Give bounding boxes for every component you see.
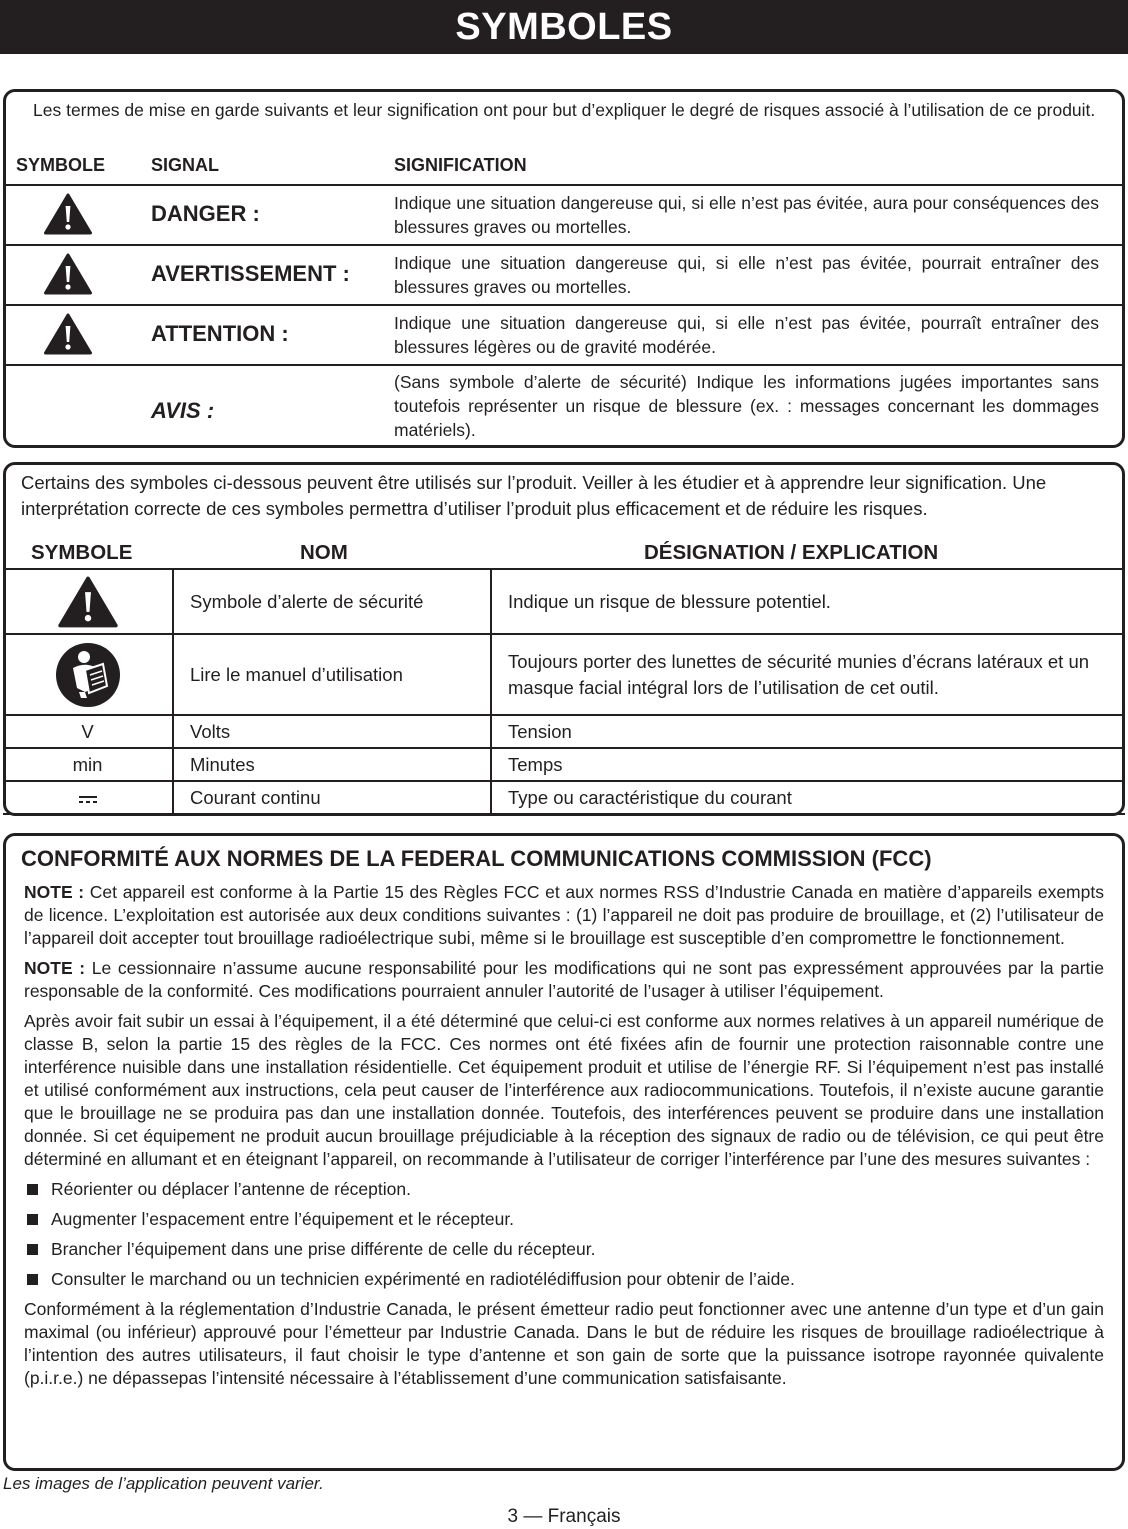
table-row — [3, 748, 1125, 781]
signal-row-danger — [6, 184, 1122, 244]
signal-meaning: (Sans symbole d’alerte de sécurité) Indique les informations jugées importantes sans toutefois représenter un risque de blessure (ex. : messages concernant les dommages matériels). — [394, 372, 1099, 440]
fcc-body — [24, 881, 1104, 1392]
signal-meaning: Indique une situation dangereuse qui, si elle n’est pas évitée, pourraît entraîner des blessures légères ou de gravité modérée. — [394, 313, 1099, 357]
name-cell: Lire le manuel d’utilisation — [173, 634, 491, 715]
fcc-note-1 — [24, 881, 1104, 950]
name-cell: Volts — [173, 715, 491, 748]
symbol-cell — [3, 781, 173, 814]
table-row — [3, 569, 1125, 634]
direct-current-icon — [78, 795, 98, 805]
signal-meaning: Indique une situation dangereuse qui, si elle n’est pas évitée, aura pour conséquences des blessures graves ou mortelles. — [394, 193, 1099, 237]
signal-label: AVIS : — [151, 398, 215, 423]
page-number: 3 — Français — [507, 1506, 621, 1527]
signal-meaning: Indique une situation dangereuse qui, si elle n’est pas évitée, pourrait entraîner des blessures graves ou mortelles. — [394, 253, 1099, 297]
fcc-closing: Conformément à la réglementation d’Industrie Canada, le présent émetteur radio peut fonctionner avec une antenne d’un type et d’un gain maximal (ou inférieur) approuvé pour l’émetteur par Industrie Canada. Dans le but de réduire les risques de brouillage radioélectrique à l’intention des autres utilisateurs, il faut choisir le type d’antenne et son gain de sorte que la puissance isotrope rayonnée quivalente (p.i.r.e.) ne dépassepas l’intensité nécessaire à l’établissement d’une communication satisfaisante. — [24, 1299, 1104, 1388]
designation-cell: Temps — [491, 748, 1125, 781]
list-item: Brancher l’équipement dans une prise différente de celle du récepteur. — [24, 1238, 1104, 1261]
designation-cell: Tension — [491, 715, 1125, 748]
list-item: Réorienter ou déplacer l’antenne de réception. — [24, 1178, 1104, 1201]
col-header-designation: DÉSIGNATION / EXPLICATION — [644, 541, 939, 564]
col-header-symbole: SYMBOLE — [16, 155, 106, 175]
signal-row-attention — [6, 304, 1122, 364]
warning-triangle-icon — [44, 313, 92, 355]
page-title: SYMBOLES — [0, 0, 1128, 54]
table-row — [3, 715, 1125, 748]
col-header-symbole: SYMBOLE — [31, 541, 133, 564]
name-cell: Minutes — [173, 748, 491, 781]
note-text: Le cessionnaire n’assume aucune responsabilité pour les modifications qui ne sont pas expressément approuvées par la partie responsable de la conformité. Ces modifications pourraient annuler l’autorité de l’usager à utiliser l’équipement. — [24, 958, 1104, 1001]
bullet-square-icon — [27, 1184, 38, 1195]
bullet-square-icon — [27, 1274, 38, 1285]
col-header-signification: SIGNIFICATION — [394, 155, 527, 175]
symbols-intro: Certains des symboles ci-dessous peuvent être utilisés sur l’produit. Veiller à les étudier et à apprendre leur signification. Une interprétation correcte de ces symboles permettra d’utiliser l’produit plus efficacement et de réduire les risques. — [21, 472, 1047, 519]
fcc-paragraph: Après avoir fait subir un essai à l’équipement, il a été déterminé que celui-ci est conforme aux normes relatives à un appareil numérique de classe B, selon la partie 15 des règles de la FCC. Ces normes ont été fixées afin de fournir une protection raisonnable contre une interférence nuisible dans une installation résidentielle. Cet équipement produit et utilise de l’énergie RF. Si l’équipement n’est pas installé et utilisé conformément aux instructions, cela peut causer de l’interférence aux radiocommunications. Toutefois, il n’existe aucune garantie que le brouillage ne se produira pas dan une installation donnée. Toutefois, des interférences peuvent se produire dans une installation donnée. Si cet équipement ne produit aucun brouillage préjudiciable à la réception des signaux de radio ou de télévision, ce qui peut être déterminé en allumant et en éteignant l’appareil, on recommande à l’utilisateur de corriger l’interférence par l’une des mesures suivantes : — [24, 1011, 1104, 1169]
symbol-cell — [3, 569, 173, 634]
designation-cell: Type ou caractéristique du courant — [491, 781, 1125, 814]
read-manual-icon — [55, 642, 121, 708]
signal-label: DANGER : — [151, 201, 260, 226]
signal-label: ATTENTION : — [151, 321, 289, 346]
col-header-signal: SIGNAL — [151, 155, 220, 175]
list-item: Augmenter l’espacement entre l’équipement et le récepteur. — [24, 1208, 1104, 1231]
note-text: Cet appareil est conforme à la Partie 15 des Règles FCC et aux normes RSS d’Industrie Canada en matière d’appareils exempts de licence. L’exploitation est autorisée aux deux conditions suivantes : (1) l’appareil ne doit pas produire de brouillage, et (2) l’utilisateur de l’appareil doit accepter tout brouillage radioélectrique subi, même si le brouillage est susceptible d’en compromettre le fonctionnement. — [24, 882, 1104, 948]
fcc-title: CONFORMITÉ AUX NORMES DE LA FEDERAL COMMUNICATIONS COMMISSION (FCC) — [21, 846, 932, 871]
designation-cell: Indique un risque de blessure potentiel. — [491, 569, 1125, 634]
list-item: Consulter le marchand ou un technicien expérimenté en radiotélédiffusion pour obtenir de l’aide. — [24, 1268, 1104, 1291]
signal-intro: Les termes de mise en garde suivants et leur signification ont pour but d’expliquer le degré de risques associé à l’utilisation de ce produit. — [33, 100, 1096, 120]
note-label: NOTE : — [24, 882, 85, 902]
table-row — [3, 634, 1125, 715]
symbols-table — [3, 568, 1125, 815]
symbol-cell — [3, 634, 173, 715]
warning-triangle-icon — [57, 576, 119, 628]
fcc-measures-list — [24, 1178, 1104, 1291]
signal-row-avis — [6, 364, 1122, 447]
bullet-square-icon — [27, 1244, 38, 1255]
name-cell: Symbole d’alerte de sécurité — [173, 569, 491, 634]
name-cell: Courant continu — [173, 781, 491, 814]
symbol-cell: V — [3, 715, 173, 748]
symbol-cell: min — [3, 748, 173, 781]
signal-row-avertissement — [6, 244, 1122, 304]
designation-cell: Toujours porter des lunettes de sécurité munies d’écrans latéraux et un masque facial intégral lors de l’utilisation de cet outil. — [491, 634, 1125, 715]
footer-note: Les images de l’application peuvent varier. — [3, 1474, 324, 1493]
symbols-box — [3, 462, 1125, 816]
note-label: NOTE : — [24, 958, 86, 978]
signal-words-box — [3, 89, 1125, 448]
fcc-box — [3, 833, 1125, 1471]
signal-label: AVERTISSEMENT : — [151, 261, 350, 286]
warning-triangle-icon — [44, 193, 92, 235]
fcc-note-2 — [24, 957, 1104, 1003]
table-row — [3, 781, 1125, 814]
bullet-square-icon — [27, 1214, 38, 1225]
warning-triangle-icon — [44, 253, 92, 295]
col-header-nom: NOM — [300, 541, 348, 564]
